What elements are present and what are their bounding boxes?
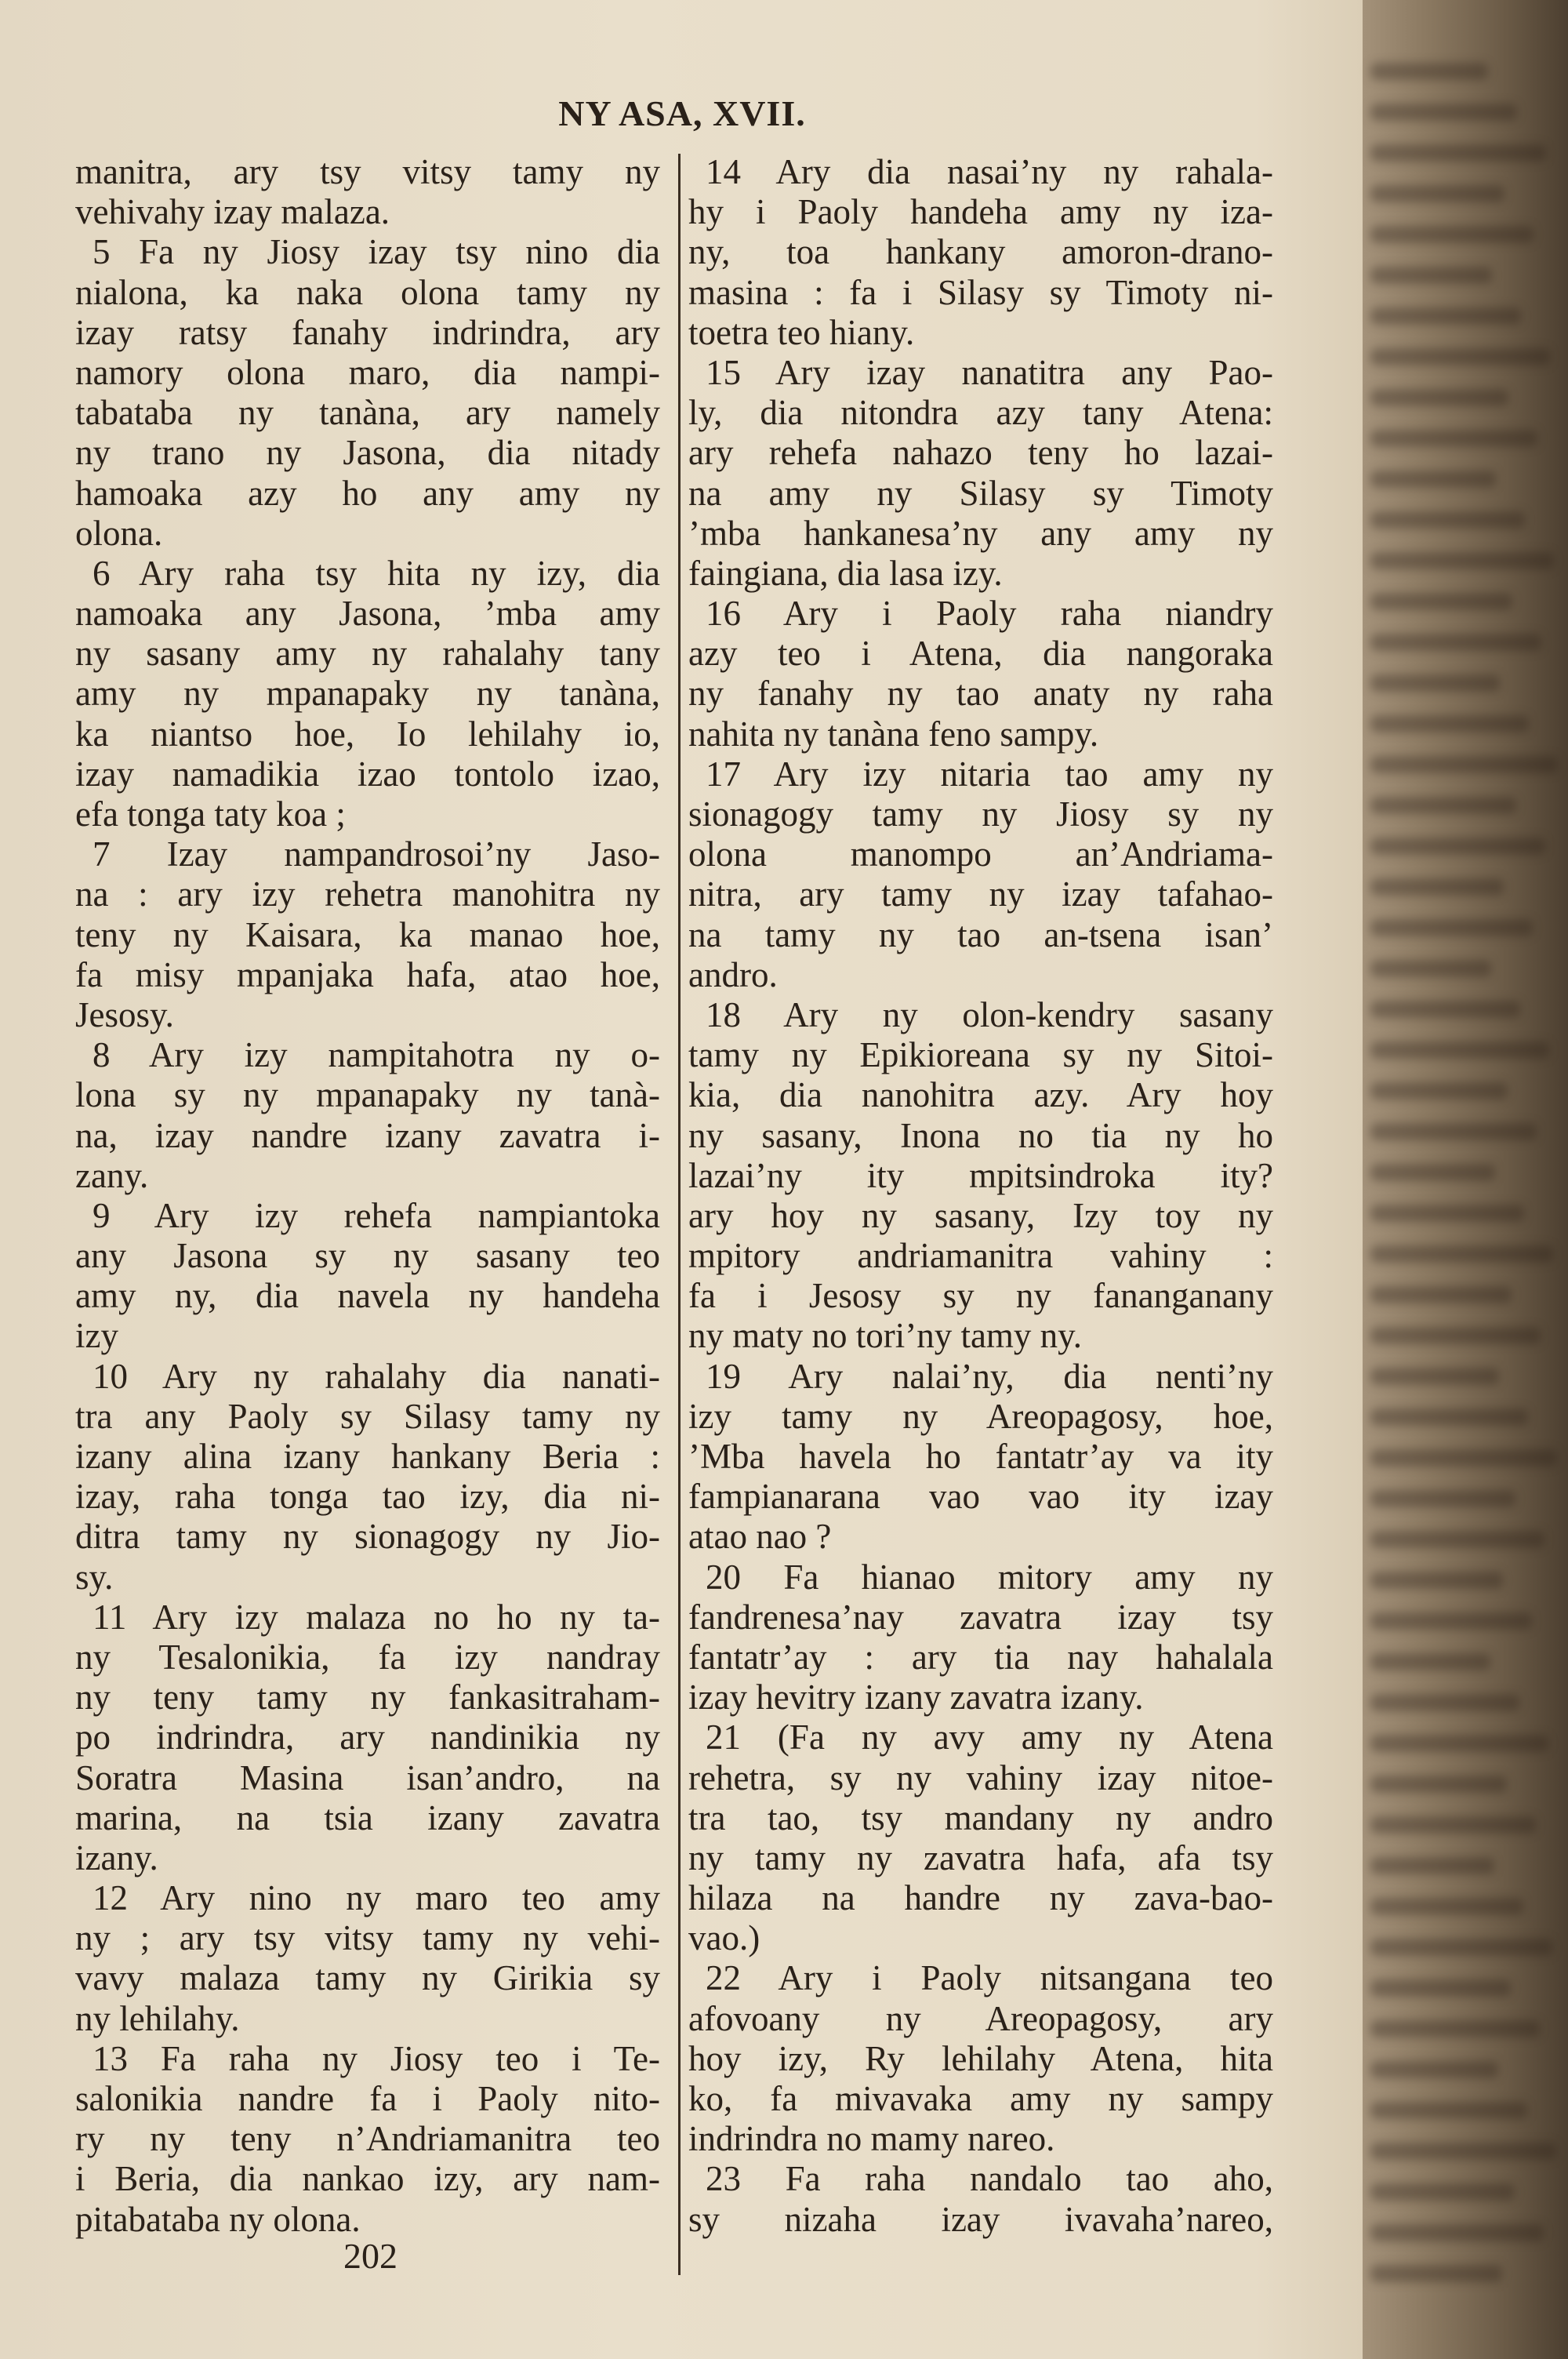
text-line: mpitory andriamanitra vahiny : bbox=[688, 1236, 1273, 1276]
text-line: ka niantso hoe, Io lehilahy io, bbox=[75, 714, 660, 754]
verse-paragraph bbox=[688, 754, 1273, 995]
text-line: izay hevitry izany zavatra izany. bbox=[688, 1677, 1144, 1717]
text-line: pitabataba ny olona. bbox=[75, 2199, 361, 2239]
text-line: vavy malaza tamy ny Girikia sy bbox=[75, 1958, 660, 1998]
text-line: 14 Ary dia nasai’ny ny rahala- bbox=[706, 152, 1273, 191]
text-line: azy teo i Atena, dia nangoraka bbox=[688, 634, 1273, 674]
text-line: toetra teo hiany. bbox=[688, 312, 915, 352]
text-line: amy ny mpanapaky ny tanàna, bbox=[75, 674, 660, 714]
text-line: 9 Ary izy rehefa nampiantoka bbox=[93, 1195, 660, 1235]
verse-paragraph bbox=[688, 2159, 1273, 2239]
text-line: ny tamy ny zavatra hafa, afa tsy bbox=[688, 1837, 1273, 1877]
text-line: namoaka any Jasona, ’mba amy bbox=[75, 594, 660, 634]
text-line: sy. bbox=[75, 1557, 114, 1597]
text-line: izy tamy ny Areopagosy, hoe, bbox=[688, 1396, 1273, 1436]
blurred-text-line bbox=[1370, 634, 1541, 651]
verse-paragraph bbox=[75, 1035, 660, 1196]
text-line: na tamy ny tao an-tsena isan’ bbox=[688, 914, 1273, 954]
text-line: olona manompo an’Andriama- bbox=[688, 834, 1273, 874]
text-line: tra any Paoly sy Silasy tamy ny bbox=[75, 1396, 660, 1436]
verse-paragraph bbox=[688, 995, 1273, 1357]
text-line: 8 Ary izy nampitahotra ny o- bbox=[93, 1035, 660, 1075]
text-line: 5 Fa ny Jiosy izay tsy nino dia bbox=[93, 232, 660, 272]
text-line: ry ny teny n’Andriamanitra teo bbox=[75, 2119, 660, 2159]
left-column bbox=[75, 152, 660, 2240]
text-line: ly, dia nitondra azy tany Atena: bbox=[688, 393, 1273, 433]
verse-paragraph bbox=[688, 1958, 1273, 2159]
verse-paragraph bbox=[688, 152, 1273, 353]
text-line: nialona, ka naka olona tamy ny bbox=[75, 272, 660, 312]
text-line: ditra tamy ny sionagogy ny Jio- bbox=[75, 1517, 660, 1557]
blurred-text-line bbox=[1370, 1327, 1541, 1344]
text-line: izay namadikia izao tontolo izao, bbox=[75, 754, 660, 794]
blurred-text-line bbox=[1370, 1612, 1532, 1630]
blurred-text-line bbox=[1370, 797, 1516, 814]
text-line: hy i Paoly handeha amy ny iza- bbox=[688, 192, 1273, 232]
blurred-text-line bbox=[1370, 715, 1529, 732]
verse-paragraph bbox=[688, 594, 1273, 754]
blurred-text-line bbox=[1370, 1001, 1520, 1018]
text-line: faingiana, dia lasa izy. bbox=[688, 553, 1003, 593]
text-line: manitra, ary tsy vitsy tamy ny bbox=[75, 152, 660, 191]
text-line: ny, toa hankany amoron-drano- bbox=[688, 232, 1273, 272]
blurred-text-line bbox=[1370, 1205, 1524, 1222]
text-line: hilaza na handre ny zava-bao- bbox=[688, 1878, 1273, 1918]
blurred-text-line bbox=[1370, 552, 1554, 569]
text-line: 18 Ary ny olon-kendry sasany bbox=[706, 994, 1273, 1034]
blurred-text-line bbox=[1370, 1123, 1537, 1140]
text-line: na : ary izy rehetra manohitra ny bbox=[75, 874, 660, 914]
text-line: na, izay nandre izany zavatra i- bbox=[75, 1115, 660, 1155]
verse-paragraph bbox=[688, 1717, 1273, 1958]
text-line: izany. bbox=[75, 1837, 158, 1877]
blurred-text-line bbox=[1370, 756, 1558, 773]
text-line: ny ; ary tsy vitsy tamy ny vehi- bbox=[75, 1918, 660, 1958]
text-line: kia, dia nanohitra azy. Ary hoy bbox=[688, 1075, 1273, 1115]
verse-paragraph bbox=[75, 232, 660, 554]
blurred-text-line bbox=[1370, 1776, 1507, 1793]
text-line: zany. bbox=[75, 1155, 149, 1195]
text-line: na amy ny Silasy sy Timoty bbox=[688, 473, 1273, 513]
text-line: izany alina izany hankany Beria : bbox=[75, 1437, 660, 1476]
text-line: ny teny tamy ny fankasitraham- bbox=[75, 1677, 660, 1717]
blurred-text-line bbox=[1370, 1939, 1552, 1956]
text-line: ary hoy ny sasany, Izy toy ny bbox=[688, 1195, 1273, 1235]
blurred-text-line bbox=[1370, 919, 1533, 936]
text-line: po indrindra, ary nandinikia ny bbox=[75, 1717, 660, 1757]
text-line: izay, raha tonga tao izy, dia ni- bbox=[75, 1477, 660, 1517]
blurred-text-line bbox=[1370, 2102, 1527, 2119]
text-line: namory olona maro, dia nampi- bbox=[75, 352, 660, 392]
text-line: 21 (Fa ny avy amy ny Atena bbox=[706, 1717, 1273, 1757]
text-line: ny maty no tori’ny tamy ny. bbox=[688, 1316, 1083, 1356]
text-line: ’Mba havela ho fantatr’ay va ity bbox=[688, 1437, 1273, 1476]
text-line: izy bbox=[75, 1316, 118, 1356]
verse-paragraph bbox=[75, 152, 660, 232]
blurred-text-line bbox=[1370, 389, 1508, 406]
text-line: Soratra Masina isan’andro, na bbox=[75, 1757, 660, 1797]
blurred-text-line bbox=[1370, 348, 1550, 365]
verse-paragraph bbox=[75, 834, 660, 1035]
text-line: ary rehefa nahazo teny ho lazai- bbox=[688, 433, 1273, 473]
text-line: ny trano ny Jasona, dia nitady bbox=[75, 433, 660, 473]
blurred-text-line bbox=[1370, 226, 1534, 243]
text-line: 6 Ary raha tsy hita ny izy, dia bbox=[93, 553, 660, 593]
text-line: teny ny Kaisara, ka manao hoe, bbox=[75, 914, 660, 954]
text-line: fandrenesa’nay zavatra izay tsy bbox=[688, 1597, 1273, 1637]
text-line: ny Tesalonikia, fa izy nandray bbox=[75, 1637, 660, 1677]
text-line: 12 Ary nino ny maro teo amy bbox=[93, 1878, 660, 1918]
text-line: sionagogy tamy ny Jiosy sy ny bbox=[688, 794, 1273, 834]
blurred-text-line bbox=[1370, 104, 1517, 121]
text-line: ny lehilahy. bbox=[75, 1998, 240, 2038]
blurred-text-line bbox=[1370, 960, 1491, 977]
blurred-text-line bbox=[1370, 1653, 1490, 1670]
text-line: 13 Fa raha ny Jiosy teo i Te- bbox=[93, 2038, 660, 2078]
verse-paragraph bbox=[688, 1357, 1273, 1558]
text-line: andro. bbox=[688, 954, 778, 994]
blurred-text-line bbox=[1370, 2061, 1498, 2078]
blurred-text-line bbox=[1370, 144, 1546, 162]
text-line: marina, na tsia izany zavatra bbox=[75, 1797, 660, 1837]
text-line: salonikia nandre fa i Paoly nito- bbox=[75, 2079, 660, 2118]
blurred-text-line bbox=[1370, 2183, 1515, 2201]
text-line: Jesosy. bbox=[75, 994, 174, 1034]
blurred-text-line bbox=[1370, 267, 1492, 284]
blurred-text-line bbox=[1370, 593, 1512, 610]
text-line: atao nao ? bbox=[688, 1517, 832, 1557]
blurred-text-line bbox=[1370, 1286, 1512, 1303]
text-line: nahita ny tanàna feno sampy. bbox=[688, 714, 1099, 754]
text-line: vao.) bbox=[688, 1918, 760, 1958]
text-line: 16 Ary i Paoly raha niandry bbox=[706, 594, 1273, 634]
blurred-text-line bbox=[1370, 2224, 1544, 2241]
blurred-text-line bbox=[1370, 1857, 1494, 1874]
blurred-text-line bbox=[1370, 1979, 1511, 1997]
verse-paragraph bbox=[75, 1598, 660, 1878]
blurred-text-line bbox=[1370, 1368, 1499, 1385]
text-line: tra tao, tsy mandany ny andro bbox=[688, 1797, 1273, 1837]
blurred-text-line bbox=[1370, 1041, 1549, 1059]
blurred-text-line bbox=[1370, 63, 1488, 80]
text-line: 19 Ary nalai’ny, dia nenti’ny bbox=[706, 1356, 1273, 1396]
text-line: indrindra no mamy nareo. bbox=[688, 2119, 1055, 2159]
verse-paragraph bbox=[75, 1878, 660, 2039]
text-line: vehivahy izay malaza. bbox=[75, 192, 390, 232]
page-number: 202 bbox=[343, 2236, 397, 2276]
text-line: nitra, ary tamy ny izay tafahao- bbox=[688, 874, 1273, 914]
blurred-text-line bbox=[1370, 1490, 1515, 1507]
blurred-text-line bbox=[1370, 1531, 1544, 1548]
blurred-text-line bbox=[1370, 878, 1504, 896]
text-line: ny fanahy ny tao anaty ny raha bbox=[688, 674, 1273, 714]
text-line: ny sasany, Inona no tia ny ho bbox=[688, 1115, 1273, 1155]
running-header: NY ASA, XVII. bbox=[558, 93, 806, 133]
blurred-text-line bbox=[1370, 430, 1537, 447]
text-line: olona. bbox=[75, 513, 163, 553]
blurred-text-line bbox=[1370, 1082, 1508, 1100]
blurred-text-line bbox=[1370, 1164, 1495, 1181]
verse-paragraph bbox=[75, 1357, 660, 1598]
verse-paragraph bbox=[688, 353, 1273, 594]
blurred-text-line bbox=[1370, 1449, 1557, 1467]
facing-page-edge bbox=[1363, 0, 1568, 2359]
column-divider bbox=[678, 154, 681, 2275]
blurred-text-line bbox=[1370, 2143, 1556, 2160]
text-line: 23 Fa raha nandalo tao aho, bbox=[706, 2159, 1273, 2199]
text-line: fampianarana vao vao ity izay bbox=[688, 1477, 1273, 1517]
blurred-text-line bbox=[1370, 1816, 1536, 1834]
text-line: lazai’ny ity mpitsindroka ity? bbox=[688, 1155, 1273, 1195]
blurred-text-line bbox=[1370, 185, 1504, 202]
text-line: 10 Ary ny rahalahy dia nanati- bbox=[93, 1356, 660, 1396]
blurred-text-line bbox=[1370, 1572, 1503, 1589]
text-line: fa misy mpanjaka hafa, atao hoe, bbox=[75, 954, 660, 994]
blurred-text-line bbox=[1370, 1408, 1528, 1426]
blurred-text-line bbox=[1370, 838, 1545, 855]
text-line: 17 Ary izy nitaria tao amy ny bbox=[706, 754, 1273, 794]
text-line: 7 Izay nampandrosoi’ny Jaso- bbox=[93, 834, 660, 874]
text-line: ko, fa mivavaka amy ny sampy bbox=[688, 2079, 1273, 2118]
text-line: masina : fa i Silasy sy Timoty ni- bbox=[688, 272, 1273, 312]
text-line: sy nizaha izay ivavaha’nareo, bbox=[688, 2199, 1273, 2239]
text-line: ’mba hankanesa’ny any amy ny bbox=[688, 513, 1273, 553]
text-line: rehetra, sy ny vahiny izay nitoe- bbox=[688, 1757, 1273, 1797]
text-line: fa i Jesosy sy ny fananganany bbox=[688, 1276, 1273, 1316]
verse-paragraph bbox=[75, 554, 660, 834]
text-line: tabataba ny tanàna, ary namely bbox=[75, 393, 660, 433]
text-line: i Beria, dia nankao izy, ary nam- bbox=[75, 2159, 660, 2199]
text-line: 11 Ary izy malaza no ho ny ta- bbox=[93, 1597, 660, 1637]
blurred-text-line bbox=[1370, 674, 1500, 692]
text-line: tamy ny Epikioreana sy ny Sitoi- bbox=[688, 1035, 1273, 1075]
verse-paragraph bbox=[75, 1196, 660, 1357]
blurred-text-line bbox=[1370, 1898, 1523, 1915]
blurred-text-line bbox=[1370, 471, 1496, 488]
text-line: hoy izy, Ry lehilahy Atena, hita bbox=[688, 2038, 1273, 2078]
blurred-text-line bbox=[1370, 2265, 1502, 2282]
blurred-text-line bbox=[1370, 1735, 1548, 1752]
verse-paragraph bbox=[688, 1558, 1273, 1718]
text-line: any Jasona sy ny sasany teo bbox=[75, 1236, 660, 1276]
text-line: 20 Fa hianao mitory amy ny bbox=[706, 1557, 1273, 1597]
text-line: 15 Ary izay nanatitra any Pao- bbox=[706, 352, 1273, 392]
text-line: hamoaka azy ho any amy ny bbox=[75, 473, 660, 513]
text-line: lona sy ny mpanapaky ny tanà- bbox=[75, 1075, 660, 1115]
text-line: 22 Ary i Paoly nitsangana teo bbox=[706, 1958, 1273, 1998]
text-line: ny sasany amy ny rahalahy tany bbox=[75, 634, 660, 674]
blurred-text-line bbox=[1370, 511, 1525, 529]
text-line: izay ratsy fanahy indrindra, ary bbox=[75, 312, 660, 352]
text-line: afovoany ny Areopagosy, ary bbox=[688, 1998, 1273, 2038]
text-line: amy ny, dia navela ny handeha bbox=[75, 1276, 660, 1316]
blurred-text-line bbox=[1370, 1694, 1519, 1711]
blurred-text-line bbox=[1370, 307, 1521, 325]
blurred-text-line bbox=[1370, 1245, 1553, 1263]
text-line: fantatr’ay : ary tia nay hahalala bbox=[688, 1637, 1273, 1677]
right-column bbox=[688, 152, 1273, 2240]
blurred-text-line bbox=[1370, 2020, 1540, 2037]
verse-paragraph bbox=[75, 2039, 660, 2240]
text-line: efa tonga taty koa ; bbox=[75, 794, 346, 834]
